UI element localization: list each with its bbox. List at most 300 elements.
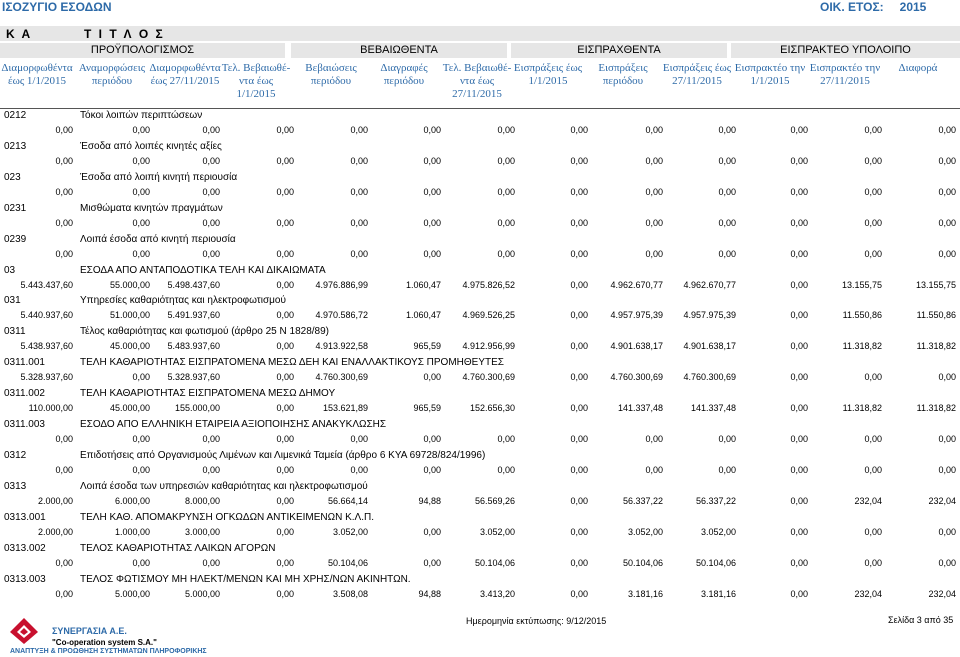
amount-cell: 0,00 xyxy=(202,249,220,259)
amount-cell: 56.664,14 xyxy=(327,496,368,506)
amount-cell: 0,00 xyxy=(790,372,808,382)
amount-cell: 0,00 xyxy=(864,558,882,568)
row-values xyxy=(0,558,960,570)
amount-cell: 0,00 xyxy=(423,558,441,568)
row-values xyxy=(0,280,960,292)
column-header-line: Εισπράξεις έως xyxy=(513,62,583,74)
column-header xyxy=(805,62,885,88)
amount-cell: 4.901.638,17 xyxy=(610,341,663,351)
amount-cell: 0,00 xyxy=(423,218,441,228)
amount-cell: 0,00 xyxy=(132,465,150,475)
amount-cell: 4.912.956,99 xyxy=(462,341,515,351)
amount-cell: 8.000,00 xyxy=(184,496,220,506)
amount-cell: 94,88 xyxy=(418,496,441,506)
column-header-line: 27/11/2015 xyxy=(452,88,502,100)
amount-cell: 0,00 xyxy=(55,187,73,197)
amount-cell: 0,00 xyxy=(790,434,808,444)
amount-cell: 5.000,00 xyxy=(114,589,150,599)
amount-cell: 0,00 xyxy=(276,280,294,290)
amount-cell: 4.976.886,99 xyxy=(315,280,368,290)
column-header-line: έως 27/11/2015 xyxy=(150,75,220,87)
amount-cell: 11.318,82 xyxy=(916,403,956,413)
amount-cell: 5.000,00 xyxy=(184,589,220,599)
amount-cell: 0,00 xyxy=(570,249,588,259)
account-code: 0313 xyxy=(4,481,27,492)
amount-cell: 0,00 xyxy=(570,496,588,506)
amount-cell: 50.104,06 xyxy=(474,558,515,568)
amount-cell: 0,00 xyxy=(645,125,663,135)
amount-cell: 94,88 xyxy=(418,589,441,599)
title-row xyxy=(0,26,960,41)
column-header xyxy=(216,62,296,101)
amount-cell: 0,00 xyxy=(276,403,294,413)
column-header xyxy=(508,62,588,88)
amount-cell: 0,00 xyxy=(570,558,588,568)
account-description: Έσοδα από λοιπή κινητή περιουσία xyxy=(80,172,238,183)
amount-cell: 1.060,47 xyxy=(405,310,441,320)
amount-cell: 4.957.975,39 xyxy=(610,310,663,320)
column-header xyxy=(437,62,517,101)
amount-cell: 0,00 xyxy=(790,218,808,228)
amount-cell: 0,00 xyxy=(276,125,294,135)
account-code: 0212 xyxy=(4,110,27,121)
amount-cell: 0,00 xyxy=(790,496,808,506)
amount-cell: 6.000,00 xyxy=(114,496,150,506)
amount-cell: 0,00 xyxy=(645,156,663,166)
amount-cell: 0,00 xyxy=(790,249,808,259)
amount-cell: 51.000,00 xyxy=(109,310,150,320)
amount-cell: 0,00 xyxy=(423,527,441,537)
amount-cell: 56.569,26 xyxy=(474,496,515,506)
column-header xyxy=(145,62,225,88)
amount-cell: 0,00 xyxy=(423,125,441,135)
amount-cell: 0,00 xyxy=(497,218,515,228)
amount-cell: 0,00 xyxy=(790,527,808,537)
amount-cell: 0,00 xyxy=(55,434,73,444)
amount-cell: 0,00 xyxy=(570,372,588,382)
amount-cell: 56.337,22 xyxy=(695,496,736,506)
amount-cell: 0,00 xyxy=(497,187,515,197)
amount-cell: 0,00 xyxy=(790,310,808,320)
amount-cell: 4.901.638,17 xyxy=(683,341,736,351)
amount-cell: 0,00 xyxy=(718,187,736,197)
amount-cell: 11.318,82 xyxy=(842,403,882,413)
amount-cell: 153.621,89 xyxy=(322,403,368,413)
amount-cell: 0,00 xyxy=(423,434,441,444)
row-values xyxy=(0,496,960,508)
amount-cell: 0,00 xyxy=(570,527,588,537)
fiscal-year xyxy=(820,0,942,14)
amount-cell: 50.104,06 xyxy=(327,558,368,568)
amount-cell: 0,00 xyxy=(718,465,736,475)
company-logo-icon xyxy=(8,616,40,646)
amount-cell: 0,00 xyxy=(718,218,736,228)
account-code: 0313.001 xyxy=(4,512,46,523)
amount-cell: 232,04 xyxy=(854,496,882,506)
account-code: 0213 xyxy=(4,141,27,152)
amount-cell: 0,00 xyxy=(132,434,150,444)
column-header xyxy=(72,62,152,88)
account-code: 0311.001 xyxy=(4,357,45,368)
column-header-line: ντα έως xyxy=(459,75,495,87)
account-description: Λοιπά έσοδα των υπηρεσιών καθαριότητας και ηλεκτροφωτισμού xyxy=(80,481,368,492)
amount-cell: 0,00 xyxy=(718,156,736,166)
column-header-line: 1/1/2015 xyxy=(750,75,790,87)
account-description: ΤΕΛΗ ΚΑΘΑΡΙΟΤΗΤΑΣ ΕΙΣΠΡΑΤΟΜΕΝΑ ΜΕΣΩ ΔΕΗ ΚΑΙ ΕΝΑΛΛΑΚΤΙΚΟΥΣ ΠΡΟΜΗΘΕΥΤΕΣ xyxy=(80,357,504,368)
amount-cell: 0,00 xyxy=(350,125,368,135)
column-header-line: Εισπράξεις έως xyxy=(662,62,732,74)
amount-cell: 0,00 xyxy=(938,125,956,135)
column-header-line: Διαμορφωθέντα xyxy=(149,62,221,74)
row-values xyxy=(0,434,960,446)
amount-cell: 0,00 xyxy=(350,465,368,475)
amount-cell: 4.975.826,52 xyxy=(462,280,515,290)
column-header-line: Εισπρακτέο την xyxy=(734,62,806,74)
fiscal-year-label: ΟΙΚ. ΕΤΟΣ: xyxy=(820,0,884,14)
amount-cell: 0,00 xyxy=(864,156,882,166)
amount-cell: 0,00 xyxy=(202,434,220,444)
amount-cell: 4.957.975,39 xyxy=(683,310,736,320)
amount-cell: 0,00 xyxy=(497,125,515,135)
amount-cell: 152.656,30 xyxy=(469,403,515,413)
amount-cell: 4.760.300,69 xyxy=(462,372,515,382)
amount-cell: 0,00 xyxy=(132,125,150,135)
row-values xyxy=(0,589,960,601)
amount-cell: 0,00 xyxy=(790,589,808,599)
column-header xyxy=(730,62,810,88)
column-header-line: 27/11/2015 xyxy=(820,75,870,87)
amount-cell: 11.550,86 xyxy=(916,310,956,320)
amount-cell: 0,00 xyxy=(276,496,294,506)
amount-cell: 0,00 xyxy=(864,218,882,228)
amount-cell: 45.000,00 xyxy=(109,403,150,413)
amount-cell: 0,00 xyxy=(350,249,368,259)
row-values xyxy=(0,187,960,199)
amount-cell: 0,00 xyxy=(350,156,368,166)
amount-cell: 0,00 xyxy=(570,125,588,135)
account-description: Μισθώματα κινητών πραγμάτων xyxy=(80,203,223,214)
amount-cell: 0,00 xyxy=(570,589,588,599)
amount-cell: 0,00 xyxy=(276,558,294,568)
amount-cell: 0,00 xyxy=(938,187,956,197)
amount-cell: 5.498.437,60 xyxy=(167,280,220,290)
amount-cell: 0,00 xyxy=(55,465,73,475)
column-header-line: Τελ. Βεβαιωθέ- xyxy=(442,62,512,74)
amount-cell: 0,00 xyxy=(570,310,588,320)
account-code: 0313.002 xyxy=(4,543,46,554)
account-code: 0311.002 xyxy=(4,388,45,399)
amount-cell: 13.155,75 xyxy=(915,280,956,290)
column-header-line: Διαγραφές xyxy=(380,62,428,74)
column-header-line: 1/1/2015 xyxy=(528,75,568,87)
amount-cell: 0,00 xyxy=(790,280,808,290)
code-heading: Κ Α xyxy=(6,27,33,41)
company-name: ΣΥΝΕΡΓΑΣΙΑ Α.Ε. xyxy=(52,626,127,636)
row-values xyxy=(0,310,960,322)
amount-cell: 0,00 xyxy=(55,558,73,568)
row-values xyxy=(0,465,960,477)
amount-cell: 0,00 xyxy=(938,156,956,166)
account-code: 0231 xyxy=(4,203,27,214)
group-budget: ΠΡΟΫΠΟΛΟΓΙΣΜΟΣ xyxy=(0,43,285,58)
amount-cell: 5.328.937,60 xyxy=(167,372,220,382)
account-description: ΕΣΟΔΟ ΑΠΟ ΕΛΛΗΝΙΚΗ ΕΤΑΙΡΕΙΑ ΑΞΙΟΠΟΙΗΣΗΣ ΑΝΑΚΥΚΛΩΣΗΣ xyxy=(80,419,387,430)
amount-cell: 965,59 xyxy=(413,341,441,351)
amount-cell: 0,00 xyxy=(276,249,294,259)
amount-cell: 4.760.300,69 xyxy=(315,372,368,382)
amount-cell: 0,00 xyxy=(55,156,73,166)
amount-cell: 0,00 xyxy=(718,125,736,135)
amount-cell: 4.760.300,69 xyxy=(610,372,663,382)
account-code: 0312 xyxy=(4,450,27,461)
amount-cell: 0,00 xyxy=(645,249,663,259)
account-code: 0311 xyxy=(4,326,26,337)
column-header-line: Βεβαιώσεις xyxy=(305,62,357,74)
row-values xyxy=(0,249,960,261)
amount-cell: 0,00 xyxy=(132,558,150,568)
amount-cell: 55.000,00 xyxy=(109,280,150,290)
amount-cell: 0,00 xyxy=(276,527,294,537)
column-header xyxy=(291,62,371,88)
amount-cell: 11.550,86 xyxy=(842,310,882,320)
amount-cell: 1.000,00 xyxy=(114,527,150,537)
column-header-line: 1/1/2015 xyxy=(236,88,276,100)
account-description: ΕΣΟΔΑ ΑΠΟ ΑΝΤΑΠΟΔΟΤΙΚΑ ΤΕΛΗ ΚΑΙ ΔΙΚΑΙΩΜΑΤΑ xyxy=(80,265,326,276)
amount-cell: 0,00 xyxy=(55,125,73,135)
account-code: 0311.003 xyxy=(4,419,45,430)
amount-cell: 232,04 xyxy=(928,589,956,599)
amount-cell: 0,00 xyxy=(497,249,515,259)
amount-cell: 0,00 xyxy=(645,434,663,444)
column-header-line: περιόδου xyxy=(91,75,133,87)
amount-cell: 0,00 xyxy=(570,434,588,444)
amount-cell: 1.060,47 xyxy=(405,280,441,290)
amount-cell: 0,00 xyxy=(276,218,294,228)
amount-cell: 3.181,16 xyxy=(627,589,663,599)
amount-cell: 4.913.922,58 xyxy=(315,341,368,351)
amount-cell: 0,00 xyxy=(276,465,294,475)
amount-cell: 0,00 xyxy=(423,187,441,197)
amount-cell: 0,00 xyxy=(570,465,588,475)
amount-cell: 0,00 xyxy=(864,527,882,537)
header-separator xyxy=(0,108,960,109)
page-number: Σελίδα 3 από 35 xyxy=(888,615,954,625)
amount-cell: 0,00 xyxy=(423,249,441,259)
amount-cell: 13.155,75 xyxy=(841,280,882,290)
account-description: ΤΕΛΟΣ ΦΩΤΙΣΜΟΥ ΜΗ ΗΛΕΚΤ/ΜΕΝΩΝ ΚΑΙ ΜΗ ΧΡΗΣ/ΝΩΝ ΑΚΙΝΗΤΩΝ. xyxy=(80,574,411,585)
report-topbar xyxy=(0,0,960,13)
amount-cell: 0,00 xyxy=(423,372,441,382)
amount-cell: 0,00 xyxy=(276,341,294,351)
amount-cell: 110.000,00 xyxy=(28,403,73,413)
amount-cell: 0,00 xyxy=(132,156,150,166)
amount-cell: 0,00 xyxy=(790,341,808,351)
amount-cell: 0,00 xyxy=(864,187,882,197)
account-description: Υπηρεσίες καθαριότητας και ηλεκτροφωτισμού xyxy=(80,295,286,306)
amount-cell: 0,00 xyxy=(790,187,808,197)
amount-cell: 0,00 xyxy=(645,187,663,197)
amount-cell: 0,00 xyxy=(55,249,73,259)
amount-cell: 0,00 xyxy=(864,372,882,382)
amount-cell: 56.337,22 xyxy=(622,496,663,506)
amount-cell: 0,00 xyxy=(570,341,588,351)
amount-cell: 0,00 xyxy=(132,249,150,259)
group-certified: ΒΕΒΑΙΩΘΕΝΤΑ xyxy=(291,43,507,58)
column-header-line: Εισπράξεις xyxy=(598,62,648,74)
account-code: 0239 xyxy=(4,234,27,245)
row-values xyxy=(0,527,960,539)
amount-cell: 0,00 xyxy=(864,249,882,259)
amount-cell: 5.443.437,60 xyxy=(20,280,73,290)
amount-cell: 3.052,00 xyxy=(332,527,368,537)
amount-cell: 4.969.526,25 xyxy=(462,310,515,320)
amount-cell: 5.483.937,60 xyxy=(167,341,220,351)
amount-cell: 0,00 xyxy=(645,218,663,228)
amount-cell: 0,00 xyxy=(423,465,441,475)
amount-cell: 5.328.937,60 xyxy=(20,372,73,382)
row-values xyxy=(0,341,960,353)
amount-cell: 2.000,00 xyxy=(37,527,73,537)
amount-cell: 0,00 xyxy=(202,125,220,135)
amount-cell: 0,00 xyxy=(864,434,882,444)
column-header-line: περιόδου xyxy=(310,75,352,87)
amount-cell: 5.440.937,60 xyxy=(20,310,73,320)
amount-cell: 11.318,82 xyxy=(842,341,882,351)
amount-cell: 232,04 xyxy=(928,496,956,506)
title-heading: Τ Ι Τ Λ Ο Σ xyxy=(84,27,165,41)
column-header xyxy=(364,62,444,88)
amount-cell: 5.491.937,60 xyxy=(167,310,220,320)
column-header-line: 27/11/2015 xyxy=(672,75,722,87)
account-description: Λοιπά έσοδα από κινητή περιουσία xyxy=(80,234,236,245)
amount-cell: 0,00 xyxy=(718,434,736,444)
amount-cell: 0,00 xyxy=(350,187,368,197)
amount-cell: 0,00 xyxy=(938,218,956,228)
amount-cell: 0,00 xyxy=(570,280,588,290)
print-date: Ημερομηνία εκτύπωσης: 9/12/2015 xyxy=(466,616,607,626)
row-values xyxy=(0,125,960,137)
amount-cell: 0,00 xyxy=(276,156,294,166)
amount-cell: 0,00 xyxy=(202,465,220,475)
column-header xyxy=(878,62,958,75)
amount-cell: 3.508,08 xyxy=(332,589,368,599)
amount-cell: 0,00 xyxy=(497,156,515,166)
amount-cell: 0,00 xyxy=(276,372,294,382)
amount-cell: 0,00 xyxy=(864,465,882,475)
row-values xyxy=(0,372,960,384)
amount-cell: 3.181,16 xyxy=(700,589,736,599)
amount-cell: 141.337,48 xyxy=(617,403,663,413)
column-header-line: Διαφορά xyxy=(898,62,938,74)
fiscal-year-value: 2015 xyxy=(899,0,927,14)
amount-cell: 0,00 xyxy=(55,589,73,599)
amount-cell: 3.000,00 xyxy=(184,527,220,537)
column-header xyxy=(0,62,77,88)
amount-cell: 3.052,00 xyxy=(700,527,736,537)
amount-cell: 0,00 xyxy=(938,558,956,568)
amount-cell: 0,00 xyxy=(132,218,150,228)
amount-cell: 0,00 xyxy=(276,187,294,197)
amount-cell: 5.438.937,60 xyxy=(20,341,73,351)
column-header-line: ντα έως xyxy=(238,75,274,87)
amount-cell: 0,00 xyxy=(938,372,956,382)
amount-cell: 0,00 xyxy=(423,156,441,166)
amount-cell: 4.970.586,72 xyxy=(315,310,368,320)
amount-cell: 0,00 xyxy=(938,465,956,475)
amount-cell: 0,00 xyxy=(790,465,808,475)
amount-cell: 0,00 xyxy=(570,156,588,166)
account-description: Επιδοτήσεις από Οργανισμούς Λιμένων και Λιμενικά Ταμεία (άρθρο 6 ΚΥΑ 69728/824/1996) xyxy=(80,450,486,461)
column-header-line: Τελ. Βεβαιωθέ- xyxy=(221,62,291,74)
report-name: ΙΣΟΖΥΓΙΟ ΕΣΟΔΩΝ xyxy=(2,0,112,14)
row-values xyxy=(0,403,960,415)
account-description: Τόκοι λοιπών περιπτώσεων xyxy=(80,110,203,121)
group-collected: ΕΙΣΠΡΑΧΘΕΝΤΑ xyxy=(511,43,727,58)
amount-cell: 155.000,00 xyxy=(174,403,220,413)
amount-cell: 2.000,00 xyxy=(37,496,73,506)
column-header-line: Διαμορφωθέντα xyxy=(1,62,73,74)
account-code: 031 xyxy=(4,295,21,306)
amount-cell: 11.318,82 xyxy=(916,341,956,351)
amount-cell: 0,00 xyxy=(132,372,150,382)
amount-cell: 4.962.670,77 xyxy=(610,280,663,290)
amount-cell: 0,00 xyxy=(790,403,808,413)
amount-cell: 50.104,06 xyxy=(622,558,663,568)
column-header-line: περιόδου xyxy=(383,75,425,87)
amount-cell: 232,04 xyxy=(854,589,882,599)
amount-cell: 0,00 xyxy=(202,218,220,228)
account-description: Τέλος καθαριότητας και φωτισμού (άρθρο 25 Ν 1828/89) xyxy=(80,326,329,337)
amount-cell: 0,00 xyxy=(132,187,150,197)
column-header xyxy=(657,62,737,88)
amount-cell: 45.000,00 xyxy=(109,341,150,351)
amount-cell: 0,00 xyxy=(276,310,294,320)
amount-cell: 0,00 xyxy=(350,434,368,444)
amount-cell: 3.052,00 xyxy=(479,527,515,537)
row-values xyxy=(0,218,960,230)
amount-cell: 4.962.670,77 xyxy=(683,280,736,290)
amount-cell: 0,00 xyxy=(202,187,220,197)
amount-cell: 0,00 xyxy=(202,558,220,568)
amount-cell: 0,00 xyxy=(497,465,515,475)
column-header-line: Αναμορφώσεις xyxy=(78,62,146,74)
account-description: ΤΕΛΟΣ ΚΑΘΑΡΙΟΤΗΤΑΣ ΛΑΙΚΩΝ ΑΓΟΡΩΝ xyxy=(80,543,276,554)
amount-cell: 0,00 xyxy=(864,125,882,135)
amount-cell: 0,00 xyxy=(350,218,368,228)
account-code: 03 xyxy=(4,265,16,276)
amount-cell: 0,00 xyxy=(790,558,808,568)
amount-cell: 0,00 xyxy=(938,527,956,537)
amount-cell: 0,00 xyxy=(645,465,663,475)
account-description: Έσοδα από λοιπές κινητές αξίες xyxy=(80,141,222,152)
amount-cell: 0,00 xyxy=(570,218,588,228)
amount-cell: 3.413,20 xyxy=(479,589,515,599)
amount-cell: 0,00 xyxy=(938,249,956,259)
amount-cell: 141.337,48 xyxy=(690,403,736,413)
amount-cell: 0,00 xyxy=(790,125,808,135)
column-header-line: έως 1/1/2015 xyxy=(7,75,67,87)
group-remaining: ΕΙΣΠΡΑΚΤΕΟ ΥΠΟΛΟΙΠΟ xyxy=(731,43,960,58)
amount-cell: 4.760.300,69 xyxy=(683,372,736,382)
amount-cell: 0,00 xyxy=(570,403,588,413)
amount-cell: 0,00 xyxy=(497,434,515,444)
amount-cell: 965,59 xyxy=(413,403,441,413)
amount-cell: 0,00 xyxy=(55,218,73,228)
account-code: 023 xyxy=(4,172,21,183)
amount-cell: 0,00 xyxy=(276,434,294,444)
amount-cell: 3.052,00 xyxy=(627,527,663,537)
company-system: "Co-operation system S.A." xyxy=(52,638,157,647)
